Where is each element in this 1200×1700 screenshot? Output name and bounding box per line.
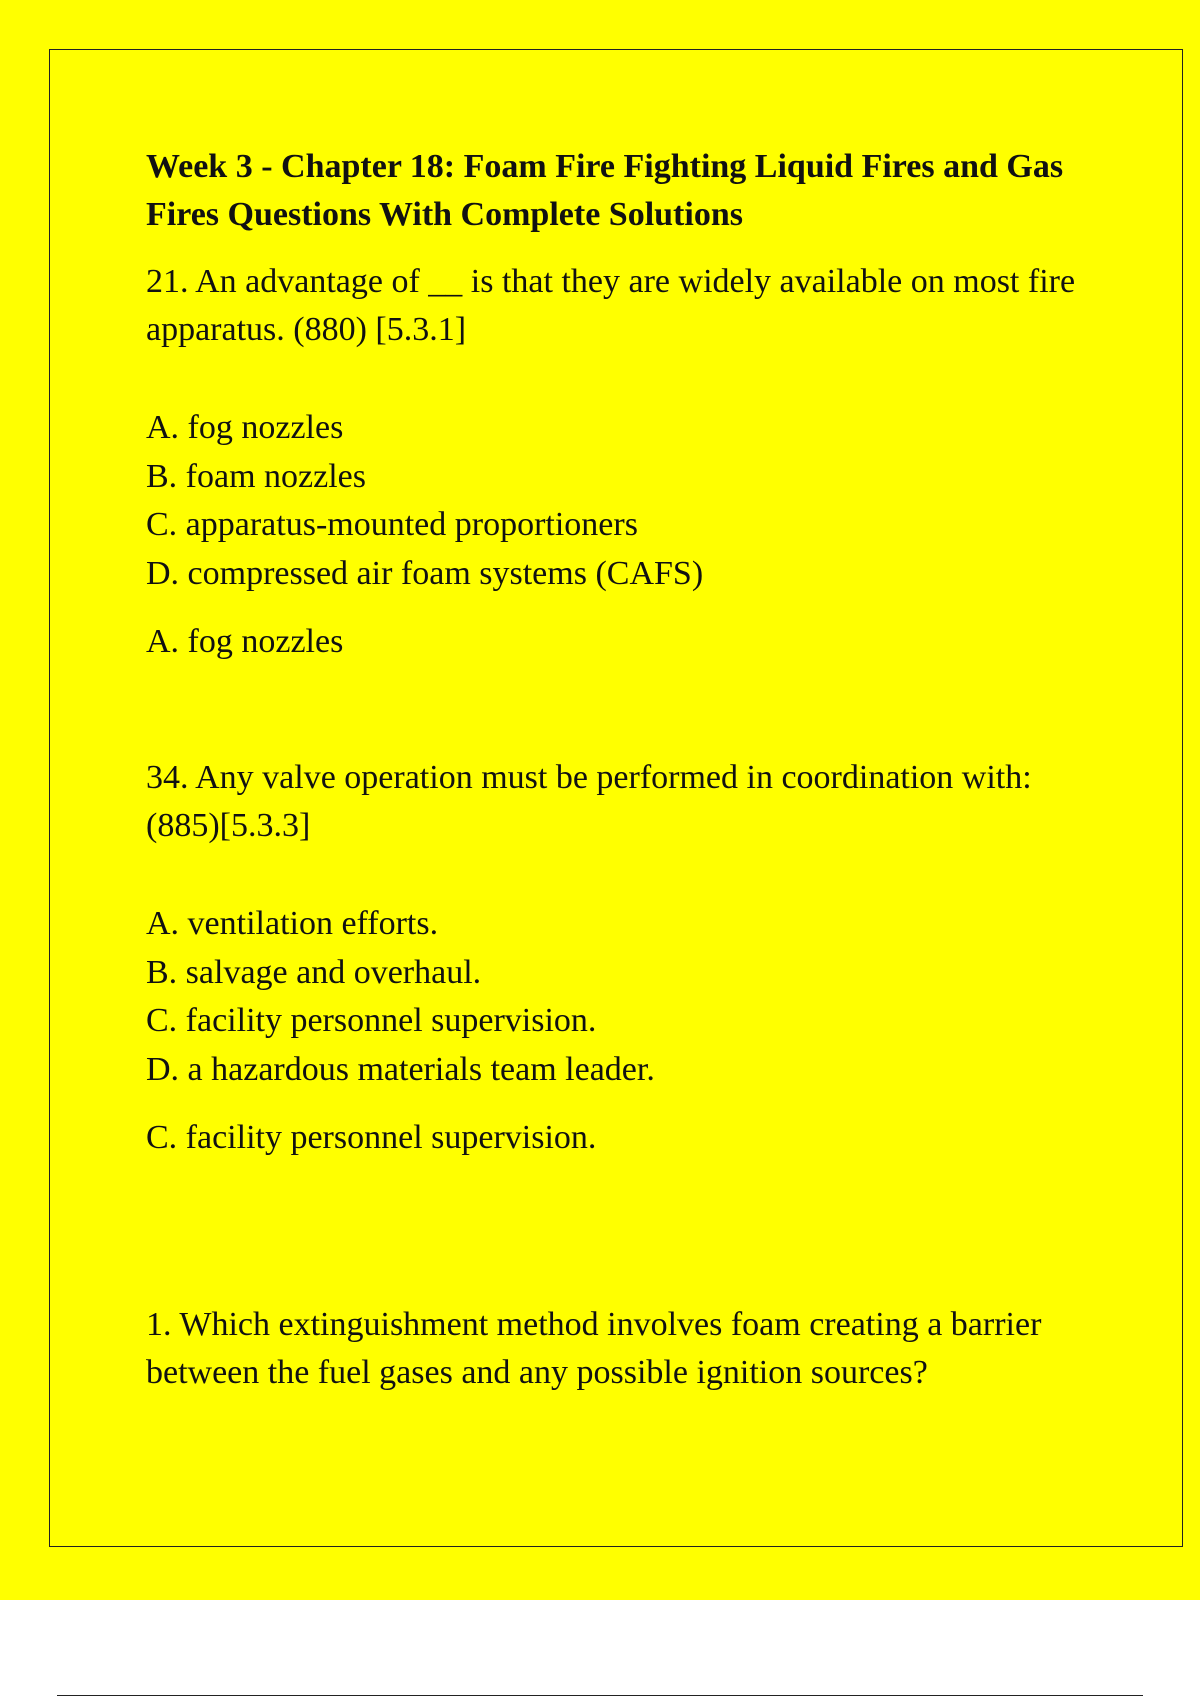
question-options — [146, 404, 1096, 598]
question-answer: C. facility personnel supervision. — [146, 1119, 597, 1156]
option-d: D. a hazardous materials team leader. — [146, 1050, 655, 1088]
option-a: A. ventilation efforts. — [146, 905, 439, 942]
question-text: 21. An advantage of __ is that they are widely available on most fire apparatus. (880) [5.3.1] — [146, 263, 1076, 348]
document-content — [146, 143, 1096, 1397]
option-c: C. apparatus-mounted proportioners — [146, 506, 638, 543]
question-answer: A. fog nozzles — [146, 623, 344, 660]
question-text: 34. Any valve operation must be performed in coordination with: (885)[5.3.3] — [146, 759, 1032, 844]
option-d: D. compressed air foam systems (CAFS) — [146, 554, 704, 592]
question-text: 1. Which extinguishment method involves foam creating a barrier between the fuel gases and any possible ignition sources? — [146, 1306, 1042, 1391]
question-options — [146, 900, 1096, 1094]
option-b: B. salvage and overhaul. — [146, 953, 482, 991]
option-a: A. fog nozzles — [146, 409, 344, 446]
document-title: Week 3 - Chapter 18: Foam Fire Fighting Liquid Fires and Gas Fires Questions With Complete Solutions — [146, 148, 1064, 233]
option-c: C. facility personnel supervision. — [146, 1002, 597, 1039]
option-b: B. foam nozzles — [146, 457, 366, 495]
bottom-divider — [57, 1695, 1143, 1696]
